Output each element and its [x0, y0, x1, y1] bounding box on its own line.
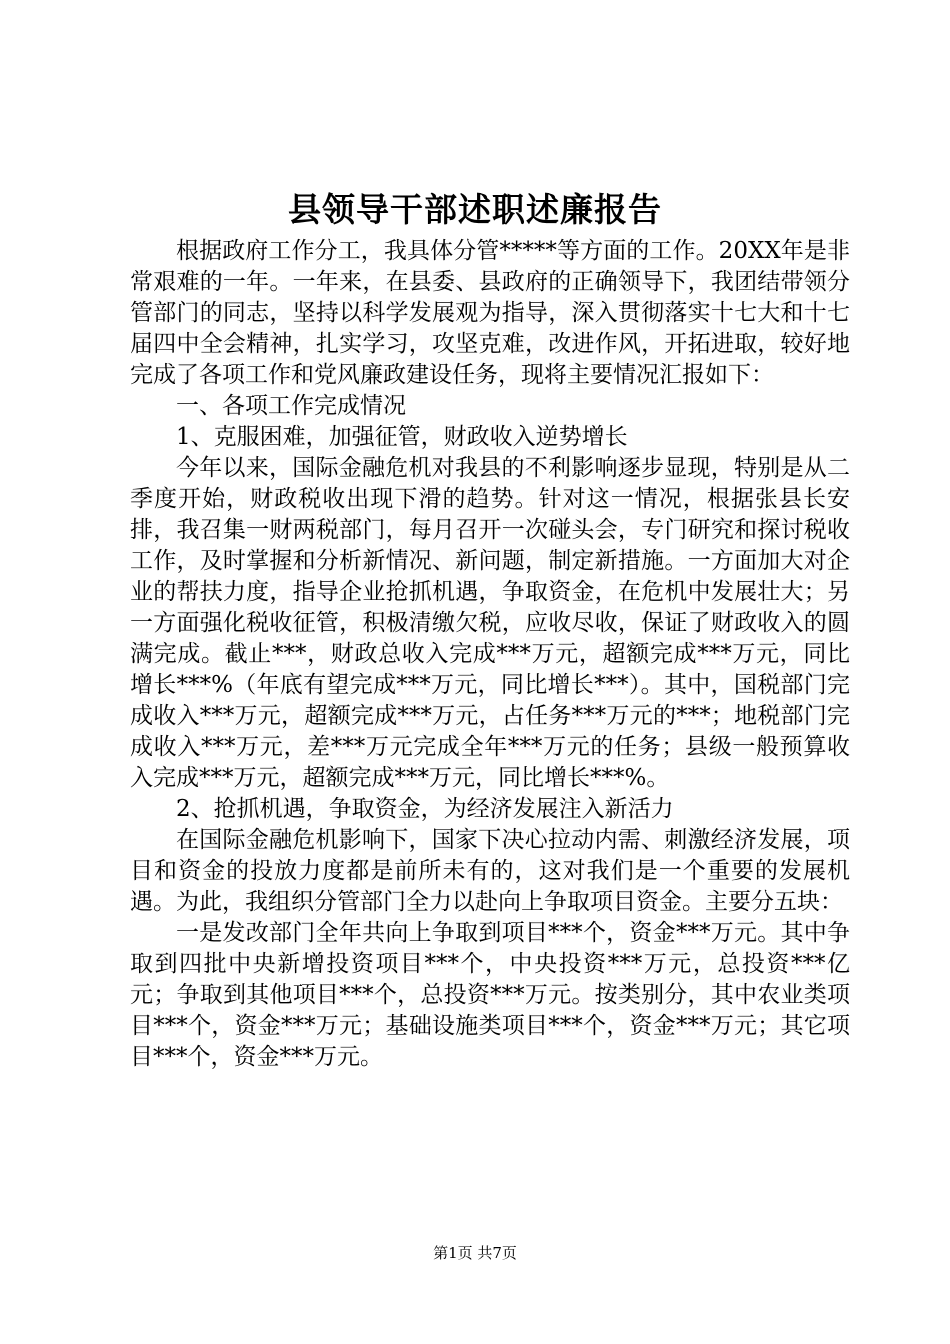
page-title: 县领导干部述职述廉报告 [288, 190, 662, 229]
document-body [130, 236, 850, 1073]
intro-paragraph: 根据政府工作分工，我具体分管*****等方面的工作。20XX年是非常艰难的一年。一年来，在县委、县政府的正确领导下，我团结带领分管部门的同志，坚持以科学发展观为指导，深入贯彻落实十七大和十七届四中全会精神，扎实学习，攻坚克难，改进作风，开拓进取，较好地完成了各项工作和党风廉政建设任务，现将主要情况汇报如下： [130, 238, 850, 388]
subsection-heading: 2、抢抓机遇，争取资金，为经济发展注入新活力 [176, 796, 674, 822]
body-paragraph: 今年以来，国际金融危机对我县的不利影响逐步显现，特别是从二季度开始，财政税收出现下滑的趋势。针对这一情况，根据张县长安排，我召集一财两税部门，每月召开一次碰头会，专门研究和探讨税收工作，及时掌握和分析新情况、新问题，制定新措施。一方面加大对企业的帮扶力度，指导企业抢抓机遇，争取资金，在危机中发展壮大；另一方面强化税收征管，积极清缴欠税，应收尽收，保证了财政收入的圆满完成。截止***，财政总收入完成***万元，超额完成***万元，同比增长***%（年底有望完成***万元，同比增长***）。其中，国税部门完成收入***万元，超额完成***万元，占任务***万元的***；地税部门完成收入***万元，差***万元完成全年***万元的任务；县级一般预算收入完成***万元，超额完成***万元，同比增长***%。 [130, 455, 850, 791]
body-paragraph: 在国际金融危机影响下，国家下决心拉动内需、刺激经济发展，项目和资金的投放力度都是前所未有的，这对我们是一个重要的发展机遇。为此，我组织分管部门全力以赴向上争取项目资金。主要分五块： [130, 827, 850, 915]
body-paragraph: 一是发改部门全年共向上争取到项目***个，资金***万元。其中争取到四批中央新增投资项目***个，中央投资***万元，总投资***亿元；争取到其他项目***个，总投资***万元。按类别分，其中农业类项目***个，资金***万元；基础设施类项目***个，资金***万元；其它项目***个，资金***万元。 [130, 920, 850, 1070]
page-number: 第1页 共7页 [433, 1244, 517, 1262]
subsection-heading: 1、克服困难，加强征管，财政收入逆势增长 [176, 424, 628, 450]
section-heading: 一、各项工作完成情况 [176, 393, 406, 419]
